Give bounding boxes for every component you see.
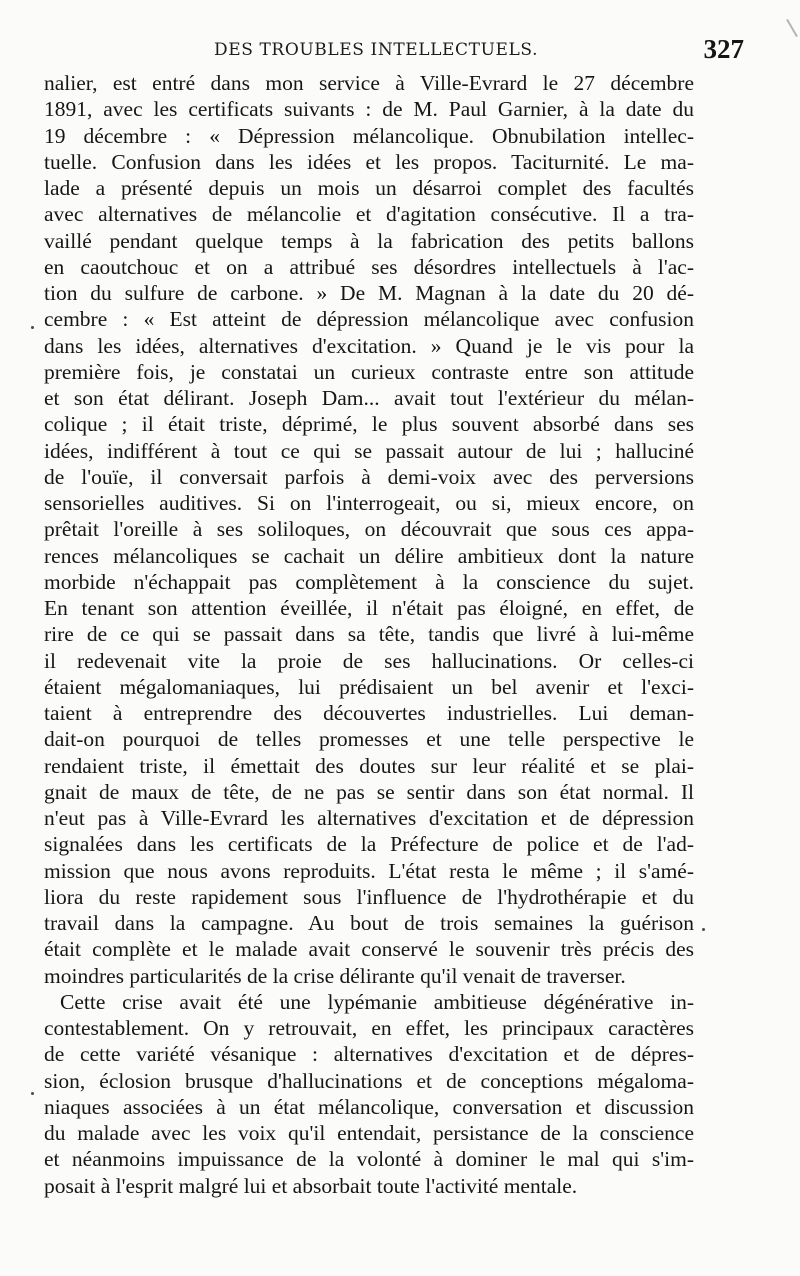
text-line: dans les idées, alternatives d'excitation. » Quand je le vis pour la <box>44 333 694 358</box>
running-title: DES TROUBLES INTELLECTUELS. <box>214 40 539 60</box>
text-line: tion du sulfure de carbone. » De M. Magnan à la date du 20 dé- <box>44 281 694 305</box>
text-line: dait-on pourquoi de telles promesses et une telle perspective le <box>44 727 694 752</box>
text-line: avec alternatives de mélancolie et d'agitation consécutive. Il a tra- <box>44 202 694 227</box>
text-line: mission que nous avons reproduits. L'état resta le même ; il s'amé- <box>44 858 694 883</box>
text-line: signalées dans les certificats de la Préfecture de police et de l'ad- <box>44 832 694 857</box>
text-line: En tenant son attention éveillée, il n'était pas éloigné, en effet, de <box>44 596 694 620</box>
text-line: sion, éclosion brusque d'hallucinations et de conceptions mégaloma- <box>44 1068 694 1093</box>
text-line: Cette crise avait été une lypémanie ambitieuse dégénérative in- <box>60 989 694 1014</box>
page-number: 327 <box>703 34 744 64</box>
text-line: étaient mégalomaniaques, lui prédisaient un bel avenir et l'exci- <box>44 674 694 699</box>
text-line: n'eut pas à Ville-Evrard les alternatives d'excitation et de dépression <box>44 806 694 830</box>
page-header <box>44 30 744 70</box>
text-line: et néanmoins impuissance de la volonté à dominer le mal qui s'im- <box>44 1147 694 1172</box>
text-line: idées, indifférent à tout ce qui se passait autour de lui ; halluciné <box>44 438 694 463</box>
text-line: de cette variété vésanique : alternatives d'excitation et de dépres- <box>44 1042 694 1067</box>
scan-speck <box>31 1092 34 1095</box>
text-line: en caoutchouc et on a attribué ses désordres intellectuels à l'ac- <box>44 254 694 279</box>
text-line: rences mélancoliques se cachait un délire ambitieux dont la nature <box>44 543 694 568</box>
text-line: moindres particularités de la crise délirante qu'il venait de traverser. <box>44 963 626 988</box>
scan-speck <box>31 326 34 329</box>
text-line: posait à l'esprit malgré lui et absorbait toute l'activité mentale. <box>44 1173 578 1198</box>
body-text <box>44 70 694 1199</box>
text-line: gnait de maux de tête, de ne pas se sentir dans son état normal. Il <box>44 779 694 804</box>
text-line: rire de ce qui se passait dans sa tête, tandis que livré à lui-même <box>44 622 694 647</box>
text-line: prêtait l'oreille à ses soliloques, on découvrait que sous ces appa- <box>44 517 694 542</box>
text-line: vaillé pendant quelque temps à la fabrication des petits ballons <box>44 228 694 253</box>
scan-speck <box>702 928 705 931</box>
text-line: 1891, avec les certificats suivants : de M. Paul Garnier, à la date du <box>44 97 694 122</box>
text-line: taient à entreprendre des découvertes industrielles. Lui deman- <box>44 701 694 725</box>
text-line: 19 décembre : « Dépression mélancolique. Obnubilation intellec- <box>44 123 694 148</box>
text-line: première fois, je constatai un curieux contraste entre son attitude <box>44 359 694 384</box>
text-line: travail dans la campagne. Au bout de trois semaines la guérison <box>44 911 694 935</box>
text-line: cembre : « Est atteint de dépression mélancolique avec confusion <box>44 307 694 332</box>
text-line: il redevenait vite la proie de ses hallucinations. Or celles-ci <box>44 648 694 673</box>
text-line: rendaient triste, il émettait des doutes sur leur réalité et se plai- <box>44 753 694 778</box>
text-line: lade a présenté depuis un mois un désarroi complet des facultés <box>44 176 694 200</box>
text-line: niaques associées à un état mélancolique, conversation et discussion <box>44 1094 694 1119</box>
text-line: de l'ouïe, il conversait parfois à demi-voix avec des perversions <box>44 464 694 489</box>
text-line: et son état délirant. Joseph Dam... avait tout l'extérieur du mélan- <box>44 386 694 410</box>
text-line: tuelle. Confusion dans les idées et les propos. Taciturnité. Le ma- <box>44 149 694 174</box>
text-line: colique ; il était triste, déprimé, le plus souvent absorbé dans ses <box>44 412 694 437</box>
text-line: était complète et le malade avait conservé le souvenir très précis des <box>44 937 694 962</box>
scan-edge-mark <box>786 19 798 37</box>
text-line: nalier, est entré dans mon service à Ville-Evrard le 27 décembre <box>44 71 694 95</box>
text-line: morbide n'échappait pas complètement à la conscience du sujet. <box>44 569 694 594</box>
text-line: liora du reste rapidement sous l'influence de l'hydrothérapie et du <box>44 884 694 909</box>
text-line: contestablement. On y retrouvait, en effet, les principaux caractères <box>44 1016 694 1040</box>
text-line: sensorielles auditives. Si on l'interrogeait, ou si, mieux encore, on <box>44 491 694 515</box>
text-line: du malade avec les voix qu'il entendait, persistance de la conscience <box>44 1121 694 1145</box>
